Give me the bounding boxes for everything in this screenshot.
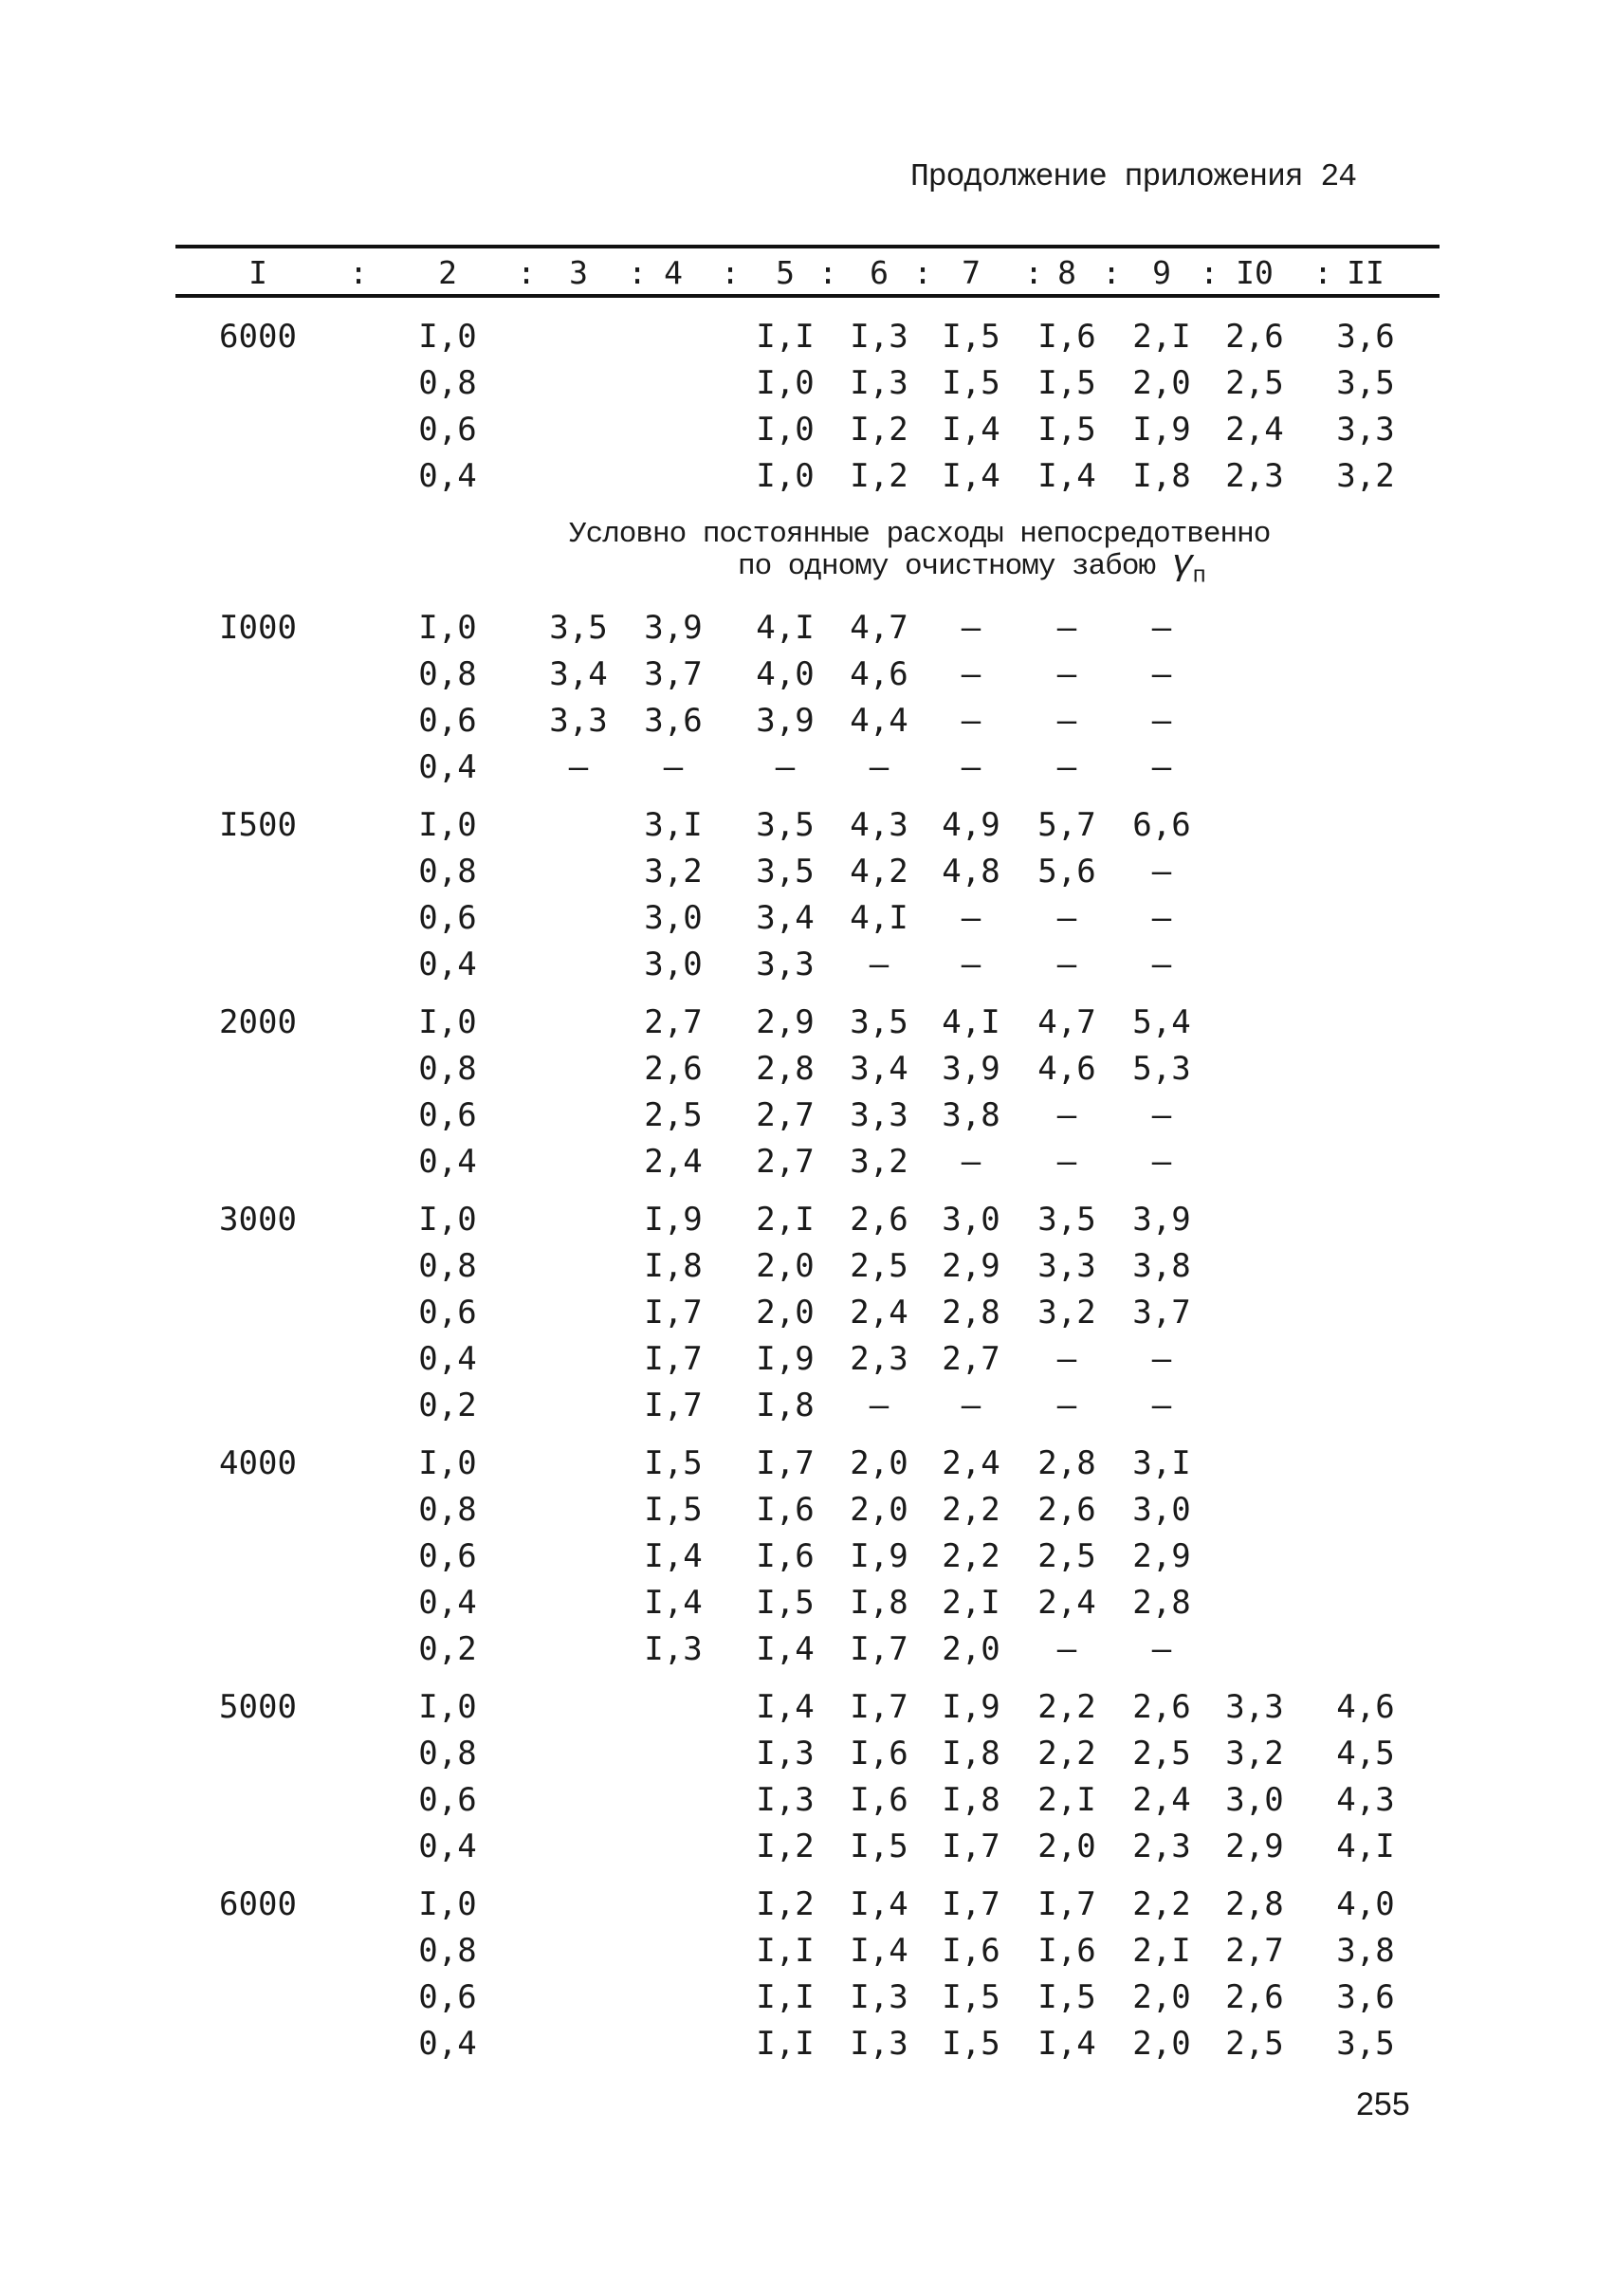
table-cell: 2,6	[1037, 1491, 1096, 1529]
table-cell: 2,5	[644, 1096, 703, 1134]
table-cell: 4,5	[1336, 1735, 1395, 1773]
table-cell: I,I	[756, 318, 815, 356]
column-header: II	[1347, 254, 1385, 291]
table-cell: 3,9	[942, 1050, 1000, 1088]
row-coefficient: 0,4	[418, 1340, 477, 1378]
table-cell: 2,6	[1225, 318, 1284, 356]
table-cell: 3,6	[644, 702, 703, 740]
table-cell: 5,6	[1037, 853, 1096, 891]
row-coefficient: 0,4	[418, 2025, 477, 2063]
table-cell: 3,5	[850, 1003, 908, 1041]
table-cell: I,4	[756, 1688, 815, 1726]
table-cell: I,0	[756, 457, 815, 495]
table-cell: I,2	[756, 1828, 815, 1865]
table-cell: 2,9	[756, 1003, 815, 1041]
section-note-line2	[569, 544, 1270, 593]
group-label: 2000	[219, 1003, 297, 1041]
table-cell: 2,4	[1225, 411, 1284, 449]
row-coefficient: 0,8	[418, 853, 477, 891]
table-cell: I,8	[644, 1247, 703, 1285]
page-caption: Продолжение приложения 24	[910, 159, 1357, 194]
row-coefficient: I,0	[418, 1444, 477, 1482]
table-cell: 2,5	[1225, 364, 1284, 402]
table-cell: 3,0	[1225, 1781, 1284, 1819]
table-cell: 2,5	[1225, 2025, 1284, 2063]
row-coefficient: 0,8	[418, 655, 477, 693]
table-cell: I,7	[942, 1828, 1000, 1865]
table-cell: I,7	[942, 1885, 1000, 1923]
table-cell: 6,6	[1132, 806, 1191, 844]
row-coefficient: I,0	[418, 318, 477, 356]
table-cell: –	[1056, 1340, 1077, 1378]
column-separator: :	[721, 254, 740, 291]
table-cell: 3,7	[644, 655, 703, 693]
table-cell: 2,5	[1037, 1537, 1096, 1575]
table-cell: 4,I	[942, 1003, 1000, 1041]
group-label: I500	[219, 806, 297, 844]
column-header: 4	[664, 254, 683, 291]
table-cell: –	[1151, 609, 1172, 647]
table-cell: I,7	[850, 1688, 908, 1726]
table-cell: –	[869, 1387, 890, 1424]
table-cell: 2,3	[850, 1340, 908, 1378]
column-header: 2	[438, 254, 457, 291]
table-cell: –	[1151, 702, 1172, 740]
table-cell: –	[1151, 1096, 1172, 1134]
row-coefficient: I,0	[418, 609, 477, 647]
table-cell: 2,I	[942, 1584, 1000, 1622]
table-cell: I,7	[644, 1294, 703, 1332]
column-header: 7	[962, 254, 981, 291]
table-cell: –	[1151, 1387, 1172, 1424]
table-cell: 4,2	[850, 853, 908, 891]
row-coefficient: 0,6	[418, 702, 477, 740]
table-cell: 2,4	[644, 1143, 703, 1181]
table-cell: I,I	[756, 1932, 815, 1970]
table-cell: 2,7	[756, 1143, 815, 1181]
table-cell: –	[1056, 1387, 1077, 1424]
table-cell: I,8	[850, 1584, 908, 1622]
section-note-line1: Условно постоянные расходы непосредотвенно	[569, 518, 1271, 551]
table-cell: 2,5	[850, 1247, 908, 1285]
table-cell: 3,2	[850, 1143, 908, 1181]
table-header-rule	[175, 294, 1440, 298]
table-cell: I,3	[756, 1781, 815, 1819]
row-coefficient: 0,4	[418, 1584, 477, 1622]
table-cell: 4,0	[756, 655, 815, 693]
table-cell: I,8	[942, 1781, 1000, 1819]
table-cell: I,9	[850, 1537, 908, 1575]
table-cell: 2,9	[942, 1247, 1000, 1285]
column-header: 6	[870, 254, 889, 291]
column-separator: :	[818, 254, 837, 291]
table-cell: 4,6	[1037, 1050, 1096, 1088]
table-cell: I,7	[850, 1630, 908, 1668]
row-coefficient: 0,4	[418, 1828, 477, 1865]
table-cell: I,4	[942, 411, 1000, 449]
table-cell: –	[775, 748, 796, 786]
table-cell: 2,0	[756, 1247, 815, 1285]
group-label: 5000	[219, 1688, 297, 1726]
table-cell: 3,6	[1336, 1978, 1395, 2016]
table-cell: I,5	[644, 1491, 703, 1529]
table-cell: I,3	[850, 364, 908, 402]
table-cell: 2,0	[850, 1491, 908, 1529]
table-cell: 4,I	[1336, 1828, 1395, 1865]
table-cell: 4,9	[942, 806, 1000, 844]
table-cell: –	[961, 1387, 981, 1424]
table-cell: I,6	[756, 1491, 815, 1529]
row-coefficient: 0,6	[418, 1537, 477, 1575]
table-cell: 3,6	[1336, 318, 1395, 356]
table-cell: –	[1056, 702, 1077, 740]
table-top-rule	[175, 245, 1440, 248]
table-cell: I,5	[942, 364, 1000, 402]
table-cell: I,6	[850, 1781, 908, 1819]
table-cell: –	[1151, 1630, 1172, 1668]
table-cell: I,5	[850, 1828, 908, 1865]
table-cell: 2,2	[1037, 1735, 1096, 1773]
table-cell: 3,5	[1336, 364, 1395, 402]
table-cell: 3,2	[1037, 1294, 1096, 1332]
column-header: I0	[1236, 254, 1274, 291]
table-cell: 3,0	[1132, 1491, 1191, 1529]
table-cell: 2,5	[1132, 1735, 1191, 1773]
row-coefficient: 0,4	[418, 946, 477, 983]
table-cell: I,6	[756, 1537, 815, 1575]
table-cell: 2,7	[942, 1340, 1000, 1378]
gamma-letter: γ	[1171, 544, 1193, 585]
section-note-line2-text: по одному очистному забою	[738, 550, 1156, 583]
table-cell: –	[1151, 853, 1172, 891]
table-cell: –	[961, 702, 981, 740]
table-cell: –	[961, 899, 981, 937]
row-coefficient: 0,6	[418, 1978, 477, 2016]
table-cell: 2,2	[942, 1537, 1000, 1575]
column-header: 9	[1152, 254, 1171, 291]
table-cell: I,7	[644, 1340, 703, 1378]
group-label: 4000	[219, 1444, 297, 1482]
page-number: 255	[1356, 2086, 1410, 2122]
row-coefficient: I,0	[418, 806, 477, 844]
table-cell: 3,2	[1336, 457, 1395, 495]
table-cell: –	[1151, 946, 1172, 983]
table-cell: 2,8	[1225, 1885, 1284, 1923]
row-coefficient: 0,8	[418, 1735, 477, 1773]
table-cell: 5,7	[1037, 806, 1096, 844]
table-cell: 4,6	[1336, 1688, 1395, 1726]
table-cell: 3,3	[1037, 1247, 1096, 1285]
table-cell: 2,7	[644, 1003, 703, 1041]
table-cell: I,3	[644, 1630, 703, 1668]
table-cell: –	[961, 748, 981, 786]
table-cell: 3,5	[756, 853, 815, 891]
group-label: I000	[219, 609, 297, 647]
table-cell: I,6	[1037, 1932, 1096, 1970]
table-cell: 3,5	[549, 609, 608, 647]
table-cell: –	[961, 1143, 981, 1181]
table-cell: –	[869, 946, 890, 983]
table-cell: 2,8	[756, 1050, 815, 1088]
table-cell: I,4	[850, 1885, 908, 1923]
table-cell: I,0	[756, 411, 815, 449]
table-cell: 2,2	[942, 1491, 1000, 1529]
section-note	[569, 520, 1270, 593]
table-cell: I,4	[942, 457, 1000, 495]
table-cell: I,7	[756, 1444, 815, 1482]
table-cell: I,9	[942, 1688, 1000, 1726]
table-cell: I,0	[756, 364, 815, 402]
table-cell: 2,6	[850, 1201, 908, 1239]
row-coefficient: 0,8	[418, 1932, 477, 1970]
table-cell: 4,6	[850, 655, 908, 693]
table-cell: I,2	[850, 411, 908, 449]
table-cell: I,I	[756, 2025, 815, 2063]
table-cell: 2,0	[756, 1294, 815, 1332]
table-cell: –	[1056, 1143, 1077, 1181]
table-cell: 2,0	[1132, 2025, 1191, 2063]
table-cell: I,9	[1132, 411, 1191, 449]
table-cell: I,5	[1037, 411, 1096, 449]
table-cell: I,I	[756, 1978, 815, 2016]
row-coefficient: 0,8	[418, 364, 477, 402]
row-coefficient: 0,6	[418, 899, 477, 937]
table-cell: 2,4	[942, 1444, 1000, 1482]
table-cell: 2,0	[1037, 1828, 1096, 1865]
table-cell: 2,7	[1225, 1932, 1284, 1970]
table-cell: 2,6	[644, 1050, 703, 1088]
row-coefficient: 0,6	[418, 1096, 477, 1134]
column-header: 3	[569, 254, 588, 291]
table-cell: 2,4	[1132, 1781, 1191, 1819]
table-cell: I,5	[644, 1444, 703, 1482]
column-separator: :	[1102, 254, 1121, 291]
table-cell: 4,I	[756, 609, 815, 647]
table-cell: I,9	[756, 1340, 815, 1378]
table-cell: I,3	[850, 2025, 908, 2063]
row-coefficient: I,0	[418, 1885, 477, 1923]
table-cell: 2,3	[1225, 457, 1284, 495]
table-cell: –	[1056, 748, 1077, 786]
table-cell: 3,I	[1132, 1444, 1191, 1482]
table-cell: 4,3	[1336, 1781, 1395, 1819]
table-cell: 2,6	[1225, 1978, 1284, 2016]
column-separator: :	[1024, 254, 1043, 291]
table-cell: I,2	[850, 457, 908, 495]
table-cell: –	[869, 748, 890, 786]
column-header: I	[248, 254, 267, 291]
table-cell: I,7	[1037, 1885, 1096, 1923]
table-cell: 2,I	[756, 1201, 815, 1239]
table-cell: 4,I	[850, 899, 908, 937]
table-cell: –	[1056, 655, 1077, 693]
column-separator: :	[913, 254, 932, 291]
table-cell: 3,3	[549, 702, 608, 740]
table-cell: –	[1151, 748, 1172, 786]
group-label: 6000	[219, 1885, 297, 1923]
column-header: 5	[776, 254, 795, 291]
table-cell: –	[1056, 899, 1077, 937]
column-separator: :	[349, 254, 368, 291]
table-cell: 4,3	[850, 806, 908, 844]
table-cell: –	[1056, 1096, 1077, 1134]
table-cell: 2,2	[1037, 1688, 1096, 1726]
row-coefficient: 0,2	[418, 1630, 477, 1668]
table-cell: I,5	[1037, 1978, 1096, 2016]
row-coefficient: 0,4	[418, 457, 477, 495]
row-coefficient: 0,6	[418, 1781, 477, 1819]
table-cell: 2,8	[1037, 1444, 1096, 1482]
group-label: 6000	[219, 318, 297, 356]
table-cell: –	[961, 609, 981, 647]
table-cell: I,6	[1037, 318, 1096, 356]
table-cell: 3,4	[549, 655, 608, 693]
table-cell: 3,3	[1225, 1688, 1284, 1726]
table-cell: –	[961, 946, 981, 983]
table-cell: 2,0	[1132, 1978, 1191, 2016]
table-cell: I,5	[942, 318, 1000, 356]
table-cell: 2,I	[1132, 318, 1191, 356]
table-cell: I,4	[644, 1584, 703, 1622]
table-cell: I,3	[850, 318, 908, 356]
table-cell: 2,0	[942, 1630, 1000, 1668]
table-cell: 3,9	[644, 609, 703, 647]
row-coefficient: 0,6	[418, 1294, 477, 1332]
table-cell: 3,4	[850, 1050, 908, 1088]
column-header: 8	[1057, 254, 1076, 291]
row-coefficient: 0,8	[418, 1050, 477, 1088]
table-cell: I,4	[1037, 2025, 1096, 2063]
column-separator: :	[1200, 254, 1219, 291]
table-cell: 2,0	[1132, 364, 1191, 402]
table-cell: 3,0	[644, 946, 703, 983]
row-coefficient: 0,6	[418, 411, 477, 449]
table-cell: 2,9	[1225, 1828, 1284, 1865]
table-cell: 2,0	[850, 1444, 908, 1482]
row-coefficient: 0,4	[418, 1143, 477, 1181]
table-cell: I,3	[850, 1978, 908, 2016]
row-coefficient: 0,8	[418, 1247, 477, 1285]
table-cell: 4,7	[1037, 1003, 1096, 1041]
table-cell: 3,5	[1336, 2025, 1395, 2063]
table-cell: 2,8	[1132, 1584, 1191, 1622]
table-cell: 3,0	[942, 1201, 1000, 1239]
table-cell: I,8	[756, 1387, 815, 1424]
row-coefficient: I,0	[418, 1688, 477, 1726]
table-cell: 4,0	[1336, 1885, 1395, 1923]
table-cell: 3,5	[756, 806, 815, 844]
table-cell: 4,8	[942, 853, 1000, 891]
table-cell: I,8	[1132, 457, 1191, 495]
table-cell: 5,4	[1132, 1003, 1191, 1041]
table-cell: I,5	[756, 1584, 815, 1622]
table-cell: –	[1056, 1630, 1077, 1668]
table-cell: 2,4	[1037, 1584, 1096, 1622]
table-cell: –	[1151, 655, 1172, 693]
table-cell: 3,2	[1225, 1735, 1284, 1773]
table-cell: I,7	[644, 1387, 703, 1424]
table-cell: 2,2	[1132, 1885, 1191, 1923]
table-cell: –	[1056, 946, 1077, 983]
table-cell: 3,7	[1132, 1294, 1191, 1332]
table-cell: –	[1151, 899, 1172, 937]
row-coefficient: 0,8	[418, 1491, 477, 1529]
group-label: 3000	[219, 1201, 297, 1239]
table-cell: 3,9	[1132, 1201, 1191, 1239]
table-cell: I,5	[1037, 364, 1096, 402]
table-cell: –	[961, 655, 981, 693]
column-separator: :	[628, 254, 647, 291]
table-cell: I,2	[756, 1885, 815, 1923]
table-cell: I,9	[644, 1201, 703, 1239]
table-cell: 2,8	[942, 1294, 1000, 1332]
table-cell: 3,3	[756, 946, 815, 983]
column-separator: :	[517, 254, 536, 291]
table-cell: I,4	[1037, 457, 1096, 495]
table-cell: I,4	[644, 1537, 703, 1575]
table-cell: 5,3	[1132, 1050, 1191, 1088]
table-cell: 2,I	[1132, 1932, 1191, 1970]
table-cell: 2,6	[1132, 1688, 1191, 1726]
table-cell: I,4	[850, 1932, 908, 1970]
table-cell: –	[568, 748, 589, 786]
table-cell: 2,7	[756, 1096, 815, 1134]
table-cell: 3,0	[644, 899, 703, 937]
table-cell: 3,8	[1132, 1247, 1191, 1285]
table-cell: I,6	[850, 1735, 908, 1773]
table-cell: 3,8	[942, 1096, 1000, 1134]
table-cell: 3,2	[644, 853, 703, 891]
table-cell: I,4	[756, 1630, 815, 1668]
table-cell: 4,4	[850, 702, 908, 740]
table-cell: 3,3	[850, 1096, 908, 1134]
table-cell: 2,I	[1037, 1781, 1096, 1819]
table-cell: 3,5	[1037, 1201, 1096, 1239]
row-coefficient: I,0	[418, 1003, 477, 1041]
table-cell: 2,9	[1132, 1537, 1191, 1575]
table-cell: 3,9	[756, 702, 815, 740]
table-cell: –	[663, 748, 684, 786]
row-coefficient: 0,4	[418, 748, 477, 786]
gamma-subscript: п	[1192, 563, 1205, 590]
table-cell: I,6	[942, 1932, 1000, 1970]
table-cell: 3,8	[1336, 1932, 1395, 1970]
table-cell: –	[1151, 1340, 1172, 1378]
table-cell: 2,3	[1132, 1828, 1191, 1865]
table-cell: 3,I	[644, 806, 703, 844]
table-cell: I,5	[942, 1978, 1000, 2016]
row-coefficient: I,0	[418, 1201, 477, 1239]
column-separator: :	[1313, 254, 1332, 291]
table-cell: –	[1056, 609, 1077, 647]
table-cell: I,3	[756, 1735, 815, 1773]
gamma-symbol	[1171, 544, 1205, 590]
row-coefficient: 0,2	[418, 1387, 477, 1424]
table-cell: –	[1151, 1143, 1172, 1181]
table-cell: 3,3	[1336, 411, 1395, 449]
table-cell: 2,4	[850, 1294, 908, 1332]
table-cell: I,8	[942, 1735, 1000, 1773]
table-cell: I,5	[942, 2025, 1000, 2063]
table-cell: 4,7	[850, 609, 908, 647]
table-cell: 3,4	[756, 899, 815, 937]
